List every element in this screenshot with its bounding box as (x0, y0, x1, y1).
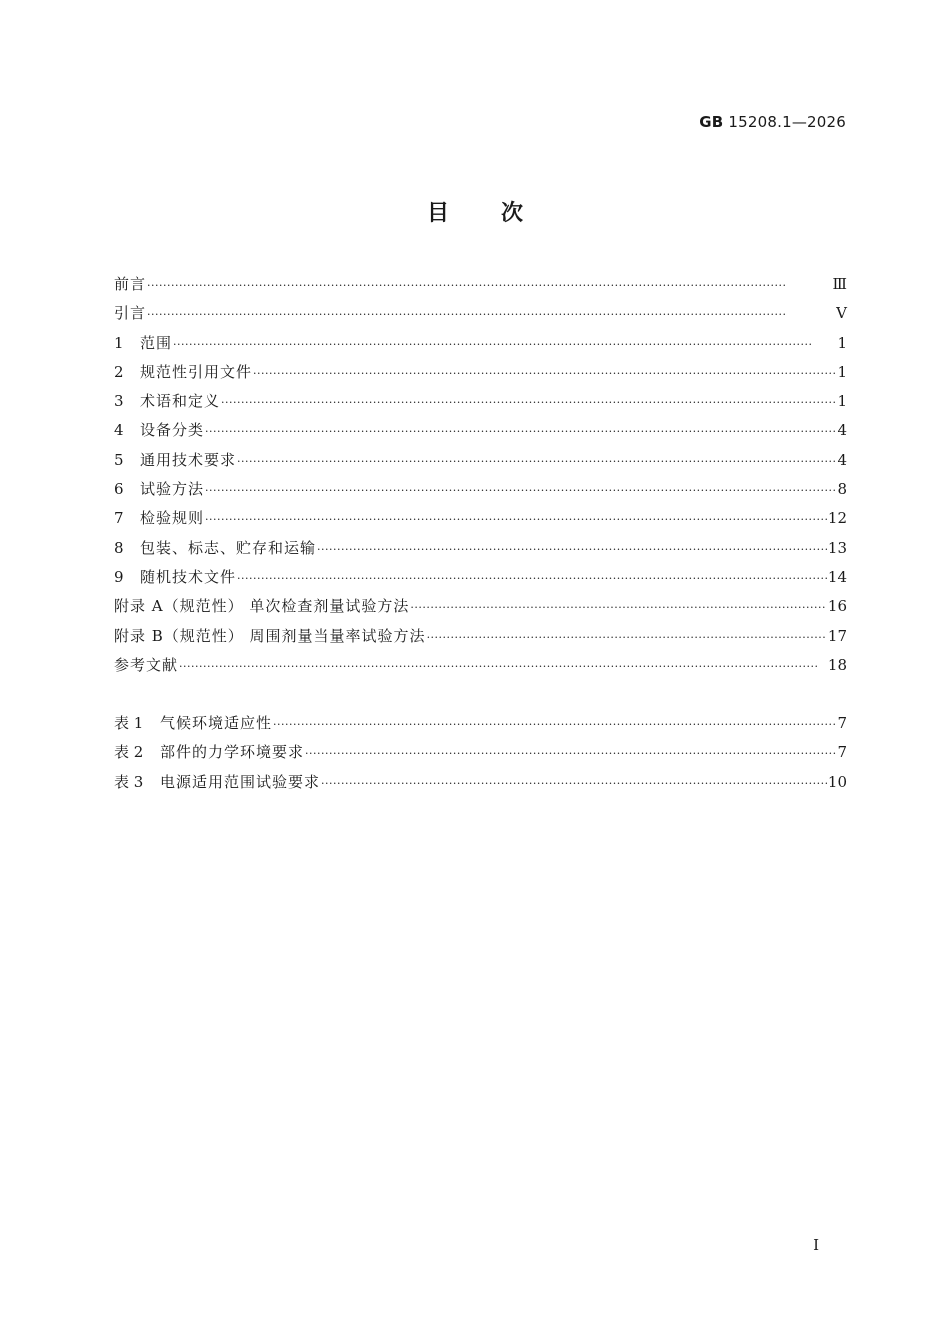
entry-label: 范围 (140, 333, 173, 352)
dot-leader (237, 451, 836, 473)
dot-leader (253, 363, 836, 385)
entry-page: 8 (837, 480, 847, 499)
table-of-contents (114, 273, 847, 683)
entry-page: Ⅲ (832, 275, 847, 293)
dot-leader (147, 304, 835, 326)
entry-label: 部件的力学环境要求 (160, 743, 305, 762)
entry-label: 通用技术要求 (140, 450, 237, 469)
standard-code (699, 113, 846, 131)
toc-entry[interactable] (114, 332, 847, 361)
entry-page: 14 (827, 567, 847, 586)
entry-label: 规范性引用文件 (140, 362, 253, 381)
entry-page: 13 (827, 538, 847, 557)
toc-entry[interactable] (114, 507, 847, 536)
entry-number: 4 (114, 421, 124, 440)
entry-label: 附录 B（规范性） 周围剂量当量率试验方法 (114, 626, 426, 645)
entry-number: 2 (114, 362, 124, 381)
entry-page: 7 (837, 743, 847, 762)
dot-leader (205, 421, 836, 443)
entry-label: 设备分类 (140, 421, 205, 440)
toc-entry[interactable] (114, 654, 847, 683)
dot-leader (205, 480, 836, 502)
entry-page: 4 (837, 421, 847, 440)
table-entry[interactable] (114, 741, 847, 770)
toc-entry[interactable] (114, 419, 847, 448)
entry-number: 表 2 (114, 743, 144, 762)
entry-page: 4 (837, 450, 847, 469)
entry-page: Ⅴ (836, 304, 847, 323)
page-number: Ⅰ (813, 1236, 819, 1254)
dot-leader (317, 539, 827, 561)
entry-page: 18 (827, 655, 847, 674)
toc-entry[interactable] (114, 390, 847, 419)
entry-page: 16 (827, 597, 847, 616)
entry-number: 表 1 (114, 714, 144, 732)
list-of-tables (114, 712, 847, 800)
toc-entry[interactable] (114, 595, 847, 624)
entry-page: 10 (827, 772, 847, 791)
dot-leader (321, 773, 827, 795)
dot-leader (173, 334, 836, 356)
entry-number: 表 3 (114, 772, 144, 791)
entry-label: 包装、标志、贮存和运输 (140, 538, 317, 557)
entry-number: 6 (114, 480, 124, 499)
entry-number: 1 (114, 333, 124, 352)
table-entry[interactable] (114, 712, 847, 741)
standard-prefix: GB (699, 113, 724, 131)
entry-page: 7 (837, 714, 847, 732)
entry-label: 随机技术文件 (140, 567, 237, 586)
dot-leader (221, 392, 836, 414)
entry-number: 3 (114, 392, 124, 411)
entry-label: 术语和定义 (140, 392, 221, 411)
toc-entry[interactable] (114, 273, 847, 302)
toc-entry[interactable] (114, 625, 847, 654)
entry-label: 检验规则 (140, 509, 205, 528)
dot-leader (410, 597, 827, 619)
toc-entry[interactable] (114, 478, 847, 507)
entry-label: 参考文献 (114, 655, 179, 674)
dot-leader (147, 275, 832, 297)
entry-page: 1 (837, 392, 847, 411)
toc-entry[interactable] (114, 361, 847, 390)
entry-page: 12 (827, 509, 847, 528)
page-title: 目次 (426, 201, 575, 226)
toc-entry[interactable] (114, 566, 847, 595)
standard-number: 15208.1—2026 (728, 113, 846, 131)
toc-entry[interactable] (114, 537, 847, 566)
entry-page: 1 (837, 362, 847, 381)
dot-leader (273, 714, 836, 736)
entry-number: 7 (114, 509, 124, 528)
table-entry[interactable] (114, 771, 847, 800)
dot-leader (237, 568, 827, 590)
entry-page: 17 (827, 626, 847, 645)
entry-label: 电源适用范围试验要求 (160, 772, 321, 791)
entry-label: 引言 (114, 304, 147, 323)
dot-leader (179, 656, 827, 678)
entry-number: 5 (114, 450, 124, 469)
toc-entry[interactable] (114, 302, 847, 331)
entry-label: 附录 A（规范性） 单次检查剂量试验方法 (114, 597, 410, 616)
entry-number: 9 (114, 567, 124, 586)
dot-leader (305, 743, 836, 765)
dot-leader (427, 627, 827, 649)
dot-leader (205, 509, 827, 531)
entry-number: 8 (114, 538, 124, 557)
entry-label: 试验方法 (140, 480, 205, 499)
entry-page: 1 (837, 333, 847, 352)
toc-entry[interactable] (114, 449, 847, 478)
entry-label: 气候环境适应性 (160, 714, 273, 732)
entry-label: 前言 (114, 275, 147, 293)
